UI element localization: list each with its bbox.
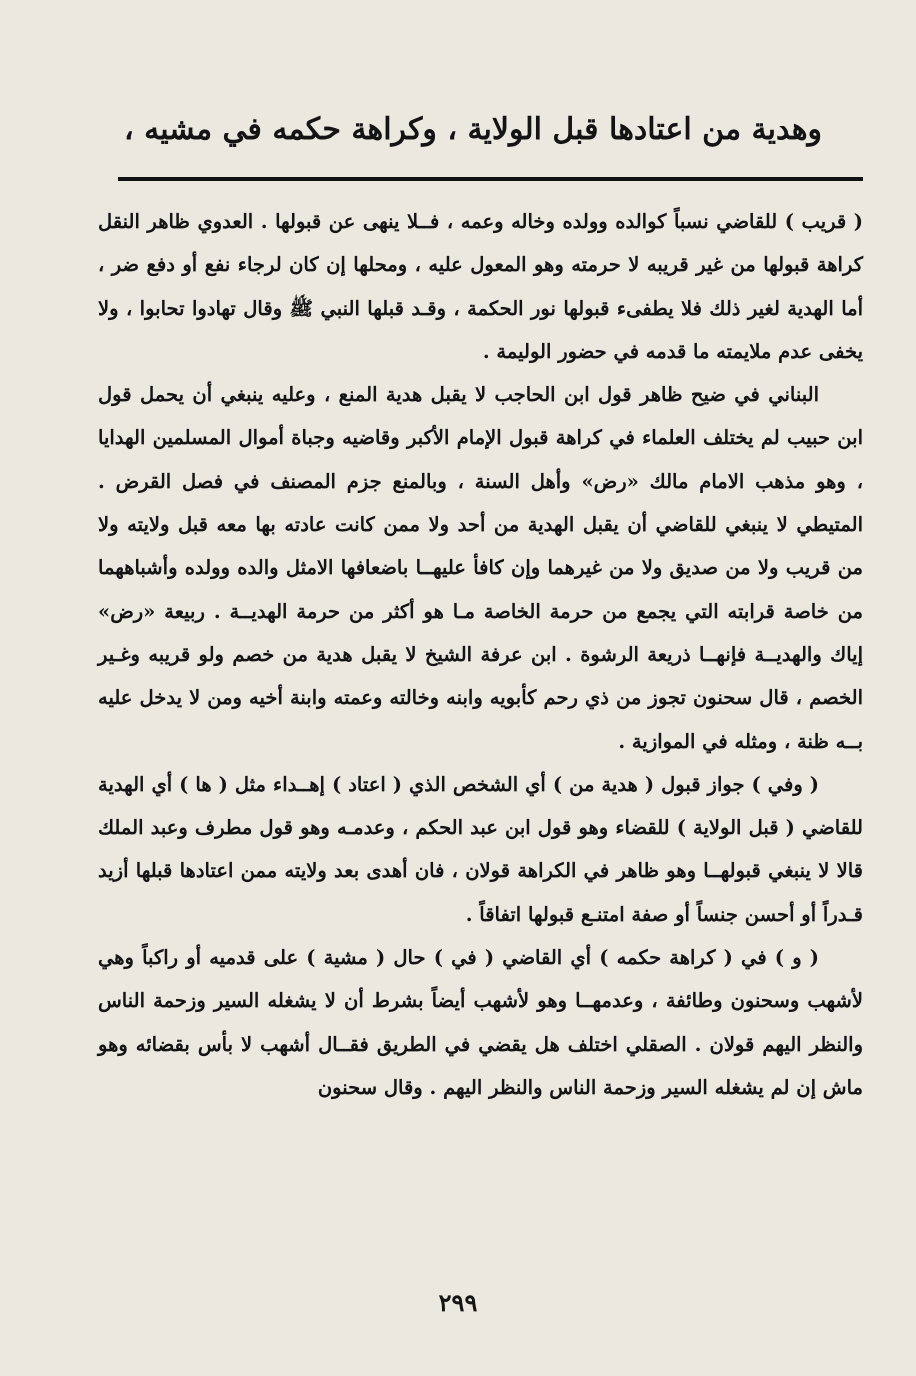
- paragraph-3: ( وفي ) جواز قبول ( هدية من ) أي الشخص الذي ( اعتاد ) إهــداء مثل ( ها ) أي الهدية للقاضي ( قبل الولاية ) للقضاء وهو قول ابن عبد الحكم ، وعدمـه وهو قول مطرف وعبد الملك قالا لا ينبغي قبولهــا وهو ظاهر في الكراهة قولان ، فان أهدى بعد ولايته ممن اعتادها قبلها أزيد قـدراً أو أحسن جنساً أو صفة امتنـع قبولها اتفاقاً .: [98, 772, 863, 926]
- paragraph-4: ( و ) في ( كراهة حكمه ) أي القاضي ( في ) حال ( مشية ) على قدميه أو راكباً وهي لأشهب وسحنون وطائفة ، وعدمهــا وهو لأشهب أيضاً بشرط أن لا يشغله السير وزحمة الناس والنظر اليهم قولان . الصقلي اختلف هل يقضي في الطريق فقــال أشهب لا بأس بقضائه وهو ماش إن لم يشغله السير وزحمة الناس والنظر اليهم . وقال سحنون: [98, 946, 863, 1099]
- paragraph-2: البناني في ضيح ظاهر قول ابن الحاجب لا يقبل هدية المنع ، وعليه ينبغي أن يحمل قول ابن حبيب لم يختلف العلماء في كراهة قبول الإمام الأكبر وقاضيه وجباة أموال المسلمين الهدايا ، وهو مذهب الامام مالك «رض» وأهل السنة ، وبالمنع جزم المصنف في فصل القرض . المتيطي لا ينبغي للقاضي أن يقبل الهدية من أحد ولا ممن كانت عادته بها معه قبل ولايته ولا من قريب ولا من صديق ولا من غيرهما وإن كافأ عليهــا باضعافها الامثل والده وولده وأشباههما من خاصة قرابته التي يجمع من حرمة الخاصة مـا هو أكثر من حرمة الهديــة . ربيعة «رض» إياك والهديــة فإنهــا ذريعة الرشوة . ابن عرفة الشيخ لا يقبل هدية من خصم ولو قريبه وغـير الخصم ، قال سحنون تجوز من ذي رحم كأبويه وابنه وخالته وعمته وابنة أخيه ومن لا يدخل عليه بــه ظنة ، ومثله في الموازية .: [98, 383, 863, 753]
- body-text: [98, 200, 863, 1109]
- header-rule: [118, 177, 863, 181]
- page-header: [110, 108, 836, 152]
- paragraph-1: ( قريب ) للقاضي نسباً كوالده وولده وخاله وعمه ، فــلا ينهى عن قبولها . العدوي ظاهر النقل كراهة قبولها من غير قريبه لا حرمته وهو المعول عليه ، ومحلها إن كان لرجاء نفع أو دفع ضر ، أما الهدية لغير ذلك فلا يطفىء قبولها نور الحكمة ، وقـد قبلها النبي ﷺ وقال تهادوا تحابوا ، ولا يخفى عدم ملايمته ما قدمه في حضور الوليمة .: [98, 210, 863, 363]
- header-title: وهدية من اعتادها قبل الولاية ، وكراهة حكمه في مشيه ،: [124, 112, 822, 147]
- page-number: ٢٩٩: [438, 1288, 478, 1317]
